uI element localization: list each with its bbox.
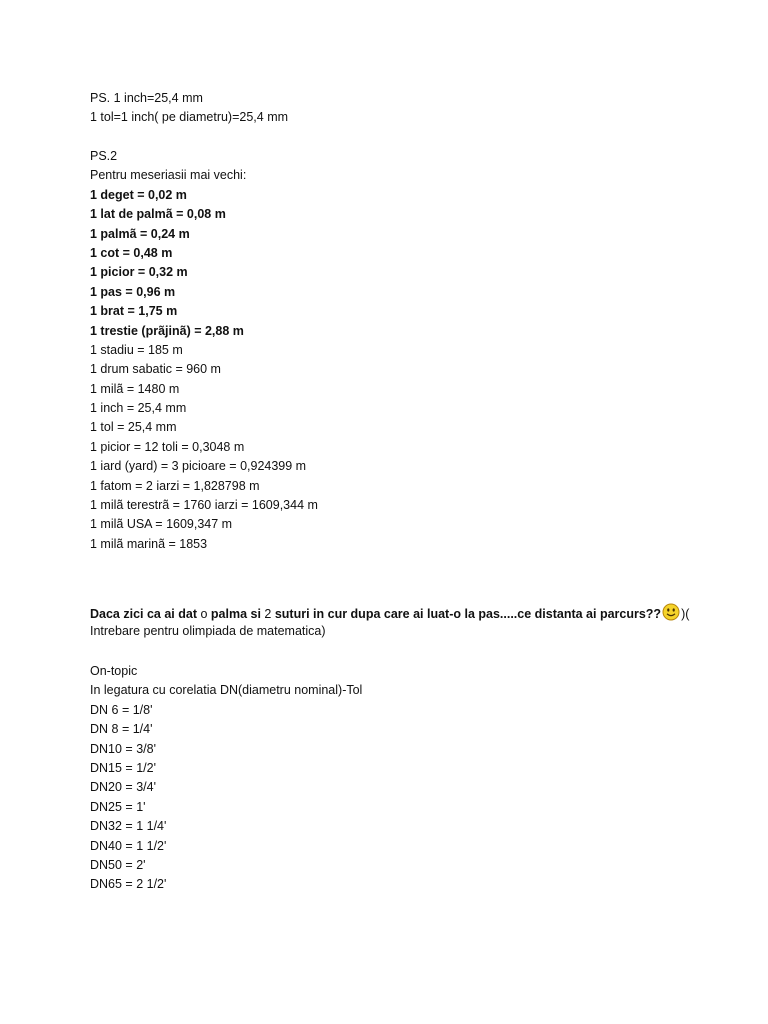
unit-item: 1 trestie (prãjinã) = 2,88 m [90,323,244,338]
unit-item: 1 tol = 25,4 mm [90,420,177,435]
unit-item: 1 iard (yard) = 3 picioare = 0,924399 m [90,459,307,474]
dn-item: DN50 = 2' [90,857,146,872]
dn-item: DN32 = 1 1/4' [90,819,167,834]
unit-item: 1 pas = 0,96 m [90,284,176,299]
unit-item: 1 lat de palmã = 0,08 m [90,207,226,222]
dn-item: DN40 = 1 1/2' [90,838,167,853]
question-line-1 [90,603,708,622]
unit-item: 1 picior = 0,32 m [90,265,188,280]
unit-item: 1 inch = 25,4 mm [90,401,187,416]
unit-item: 1 milã USA = 1609,347 m [90,517,233,532]
dn-item: DN10 = 3/8' [90,741,156,756]
dn-item: DN65 = 2 1/2' [90,877,167,892]
dn-item: DN15 = 1/2' [90,760,156,775]
unit-item: 1 cot = 0,48 m [90,245,173,260]
ps1-line-2: 1 tol=1 inch( pe diametru)=25,4 mm [90,110,289,125]
dn-item: DN25 = 1' [90,799,146,814]
unit-item: 1 deget = 0,02 m [90,187,187,202]
question-part: )( [681,607,690,621]
unit-item: 1 stadiu = 185 m [90,342,183,357]
unit-item: 1 milã terestrã = 1760 iarzi = 1609,344 m [90,498,318,513]
ps2-section [90,147,708,554]
unit-item: 1 milã = 1480 m [90,381,180,396]
ps2-intro: Pentru meseriasii mai vechi: [90,168,247,183]
dn-item: DN 8 = 1/4' [90,722,153,737]
dn-item: DN20 = 3/4' [90,780,156,795]
unit-item: 1 palmã = 0,24 m [90,226,190,241]
question-part: 2 [264,607,272,621]
question-part: Daca zici ca ai dat [90,607,201,621]
ps1-section [90,89,708,128]
question-section [90,603,708,642]
ps1-line-1: PS. 1 inch=25,4 mm [90,91,203,105]
ontopic-section [90,662,708,895]
ontopic-heading: On-topic [90,664,138,678]
unit-item: 1 picior = 12 toli = 0,3048 m [90,439,245,454]
unit-item: 1 fatom = 2 iarzi = 1,828798 m [90,478,260,493]
unit-item: 1 brat = 1,75 m [90,304,178,319]
unit-item: 1 drum sabatic = 960 m [90,362,221,377]
dn-item: DN 6 = 1/8' [90,702,153,717]
question-line-2: Intrebare pentru olimpiada de matematica) [90,624,326,639]
ontopic-intro: In legatura cu corelatia DN(diametru nominal)-Tol [90,683,363,698]
ps2-heading: PS.2 [90,149,118,163]
question-part: suturi in cur dupa care ai luat-o la pas.....ce distanta ai parcurs?? [271,607,662,621]
unit-item: 1 milã marinã = 1853 [90,536,208,551]
question-part: palma si [207,607,265,621]
question-part: o [200,607,208,621]
smiley-icon [662,603,680,627]
